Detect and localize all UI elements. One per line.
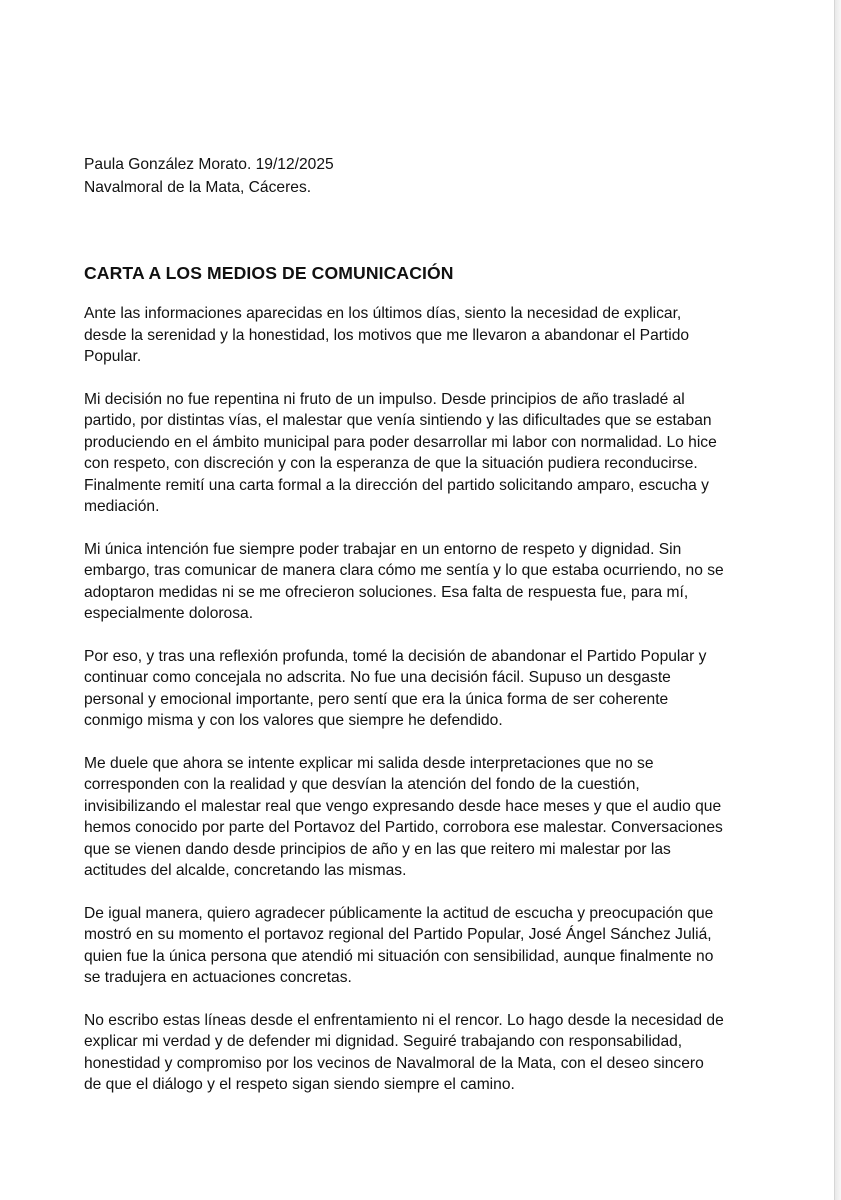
paragraph-line: partido, por distintas vías, el malestar que venía sintiendo y las dificultades que se estaban xyxy=(84,412,712,429)
paragraph-line: hemos conocido por parte del Portavoz del Partido, corrobora ese malestar. Conversaciones xyxy=(84,819,723,836)
paragraph-line: Ante las informaciones aparecidas en los últimos días, siento la necesidad de explicar, xyxy=(84,305,682,322)
paragraph-line: conmigo misma y con los valores que siempre he defendido. xyxy=(84,712,503,729)
paragraph-line: Me duele que ahora se intente explicar mi salida desde interpretaciones que no se xyxy=(84,754,654,772)
letter-body xyxy=(84,303,744,1117)
paragraph-line: invisibilizando el malestar real que vengo expresando desde hace meses y que el audio que xyxy=(84,797,722,815)
paragraph-line: Mi decisión no fue repentina ni fruto de un impulso. Desde principios de año trasladé al xyxy=(84,390,685,408)
paragraph-line: quien fue la única persona que atendió mi situación con sensibilidad, aunque finalmente no xyxy=(84,947,714,965)
paragraph-line: Por eso, y tras una reflexión profunda, tomé la decisión de abandonar el Partido Popular y xyxy=(84,647,707,665)
paragraph-line: mostró en su momento el portavoz regional del Partido Popular, José Ángel Sánchez Juliá, xyxy=(84,926,712,943)
paragraph-line: Finalmente remití una carta formal a la dirección del partido solicitando amparo, escucha y xyxy=(84,476,709,494)
paragraph-line: desde la serenidad y la honestidad, los motivos que me llevaron a abandonar el Partido xyxy=(84,326,690,344)
paragraph-line: corresponden con la realidad y que desvían la atención del fondo de la cuestión, xyxy=(84,776,640,793)
paragraph-7 xyxy=(84,1010,744,1096)
letter-title: CARTA A LOS MEDIOS DE COMUNICACIÓN xyxy=(84,263,454,283)
paragraph-4 xyxy=(84,646,744,732)
paragraph-line: continuar como concejala no adscrita. No fue una decisión fácil. Supuso un desgaste xyxy=(84,669,671,686)
paragraph-line: de que el diálogo y el respeto sigan siendo siempre el camino. xyxy=(84,1076,515,1093)
sender-name-date: Paula González Morato. 19/12/2025 xyxy=(84,156,334,173)
paragraph-line: embargo, tras comunicar de manera clara cómo me sentía y lo que estaba ocurriendo, no se xyxy=(84,562,724,579)
paragraph-line: De igual manera, quiero agradecer públicamente la actitud de escucha y preocupación que xyxy=(84,904,714,922)
paragraph-line: adoptaron medidas ni se me ofrecieron soluciones. Esa falta de respuesta fue, para mí, xyxy=(84,583,689,601)
paragraph-5 xyxy=(84,753,744,882)
paragraph-line: personal y emocional importante, pero sentí que era la única forma de ser coherente xyxy=(84,690,669,708)
paragraph-line: No escribo estas líneas desde el enfrentamiento ni el rencor. Lo hago desde la necesidad de xyxy=(84,1011,724,1029)
page-edge-shadow xyxy=(835,0,841,1200)
paragraph-line: mediación. xyxy=(84,498,160,515)
paragraph-line: actitudes del alcalde, concretando las mismas. xyxy=(84,862,407,879)
paragraph-line: Mi única intención fue siempre poder trabajar en un entorno de respeto y dignidad. Sin xyxy=(84,540,682,558)
paragraph-line: especialmente dolorosa. xyxy=(84,605,254,622)
sender-location: Navalmoral de la Mata, Cáceres. xyxy=(84,179,312,196)
paragraph-2 xyxy=(84,389,744,518)
paragraph-1 xyxy=(84,303,744,368)
paragraph-line: se tradujera en actuaciones concretas. xyxy=(84,969,352,986)
paragraph-line: explicar mi verdad y de defender mi dignidad. Seguiré trabajando con responsabilidad, xyxy=(84,1033,683,1050)
paragraph-line: honestidad y compromiso por los vecinos de Navalmoral de la Mata, con el deseo sincero xyxy=(84,1054,704,1072)
letter xyxy=(84,153,744,1093)
paragraph-line: Popular. xyxy=(84,348,142,365)
paragraph-line: que se vienen dando desde principios de año y en las que reitero mi malestar por las xyxy=(84,840,671,858)
paragraph-6 xyxy=(84,903,744,989)
paragraph-line: con respeto, con discreción y con la esperanza de que la situación pudiera reconducirse. xyxy=(84,455,698,472)
paragraph-3 xyxy=(84,539,744,625)
paragraph-line: produciendo en el ámbito municipal para poder desarrollar mi labor con normalidad. Lo hice xyxy=(84,433,717,451)
